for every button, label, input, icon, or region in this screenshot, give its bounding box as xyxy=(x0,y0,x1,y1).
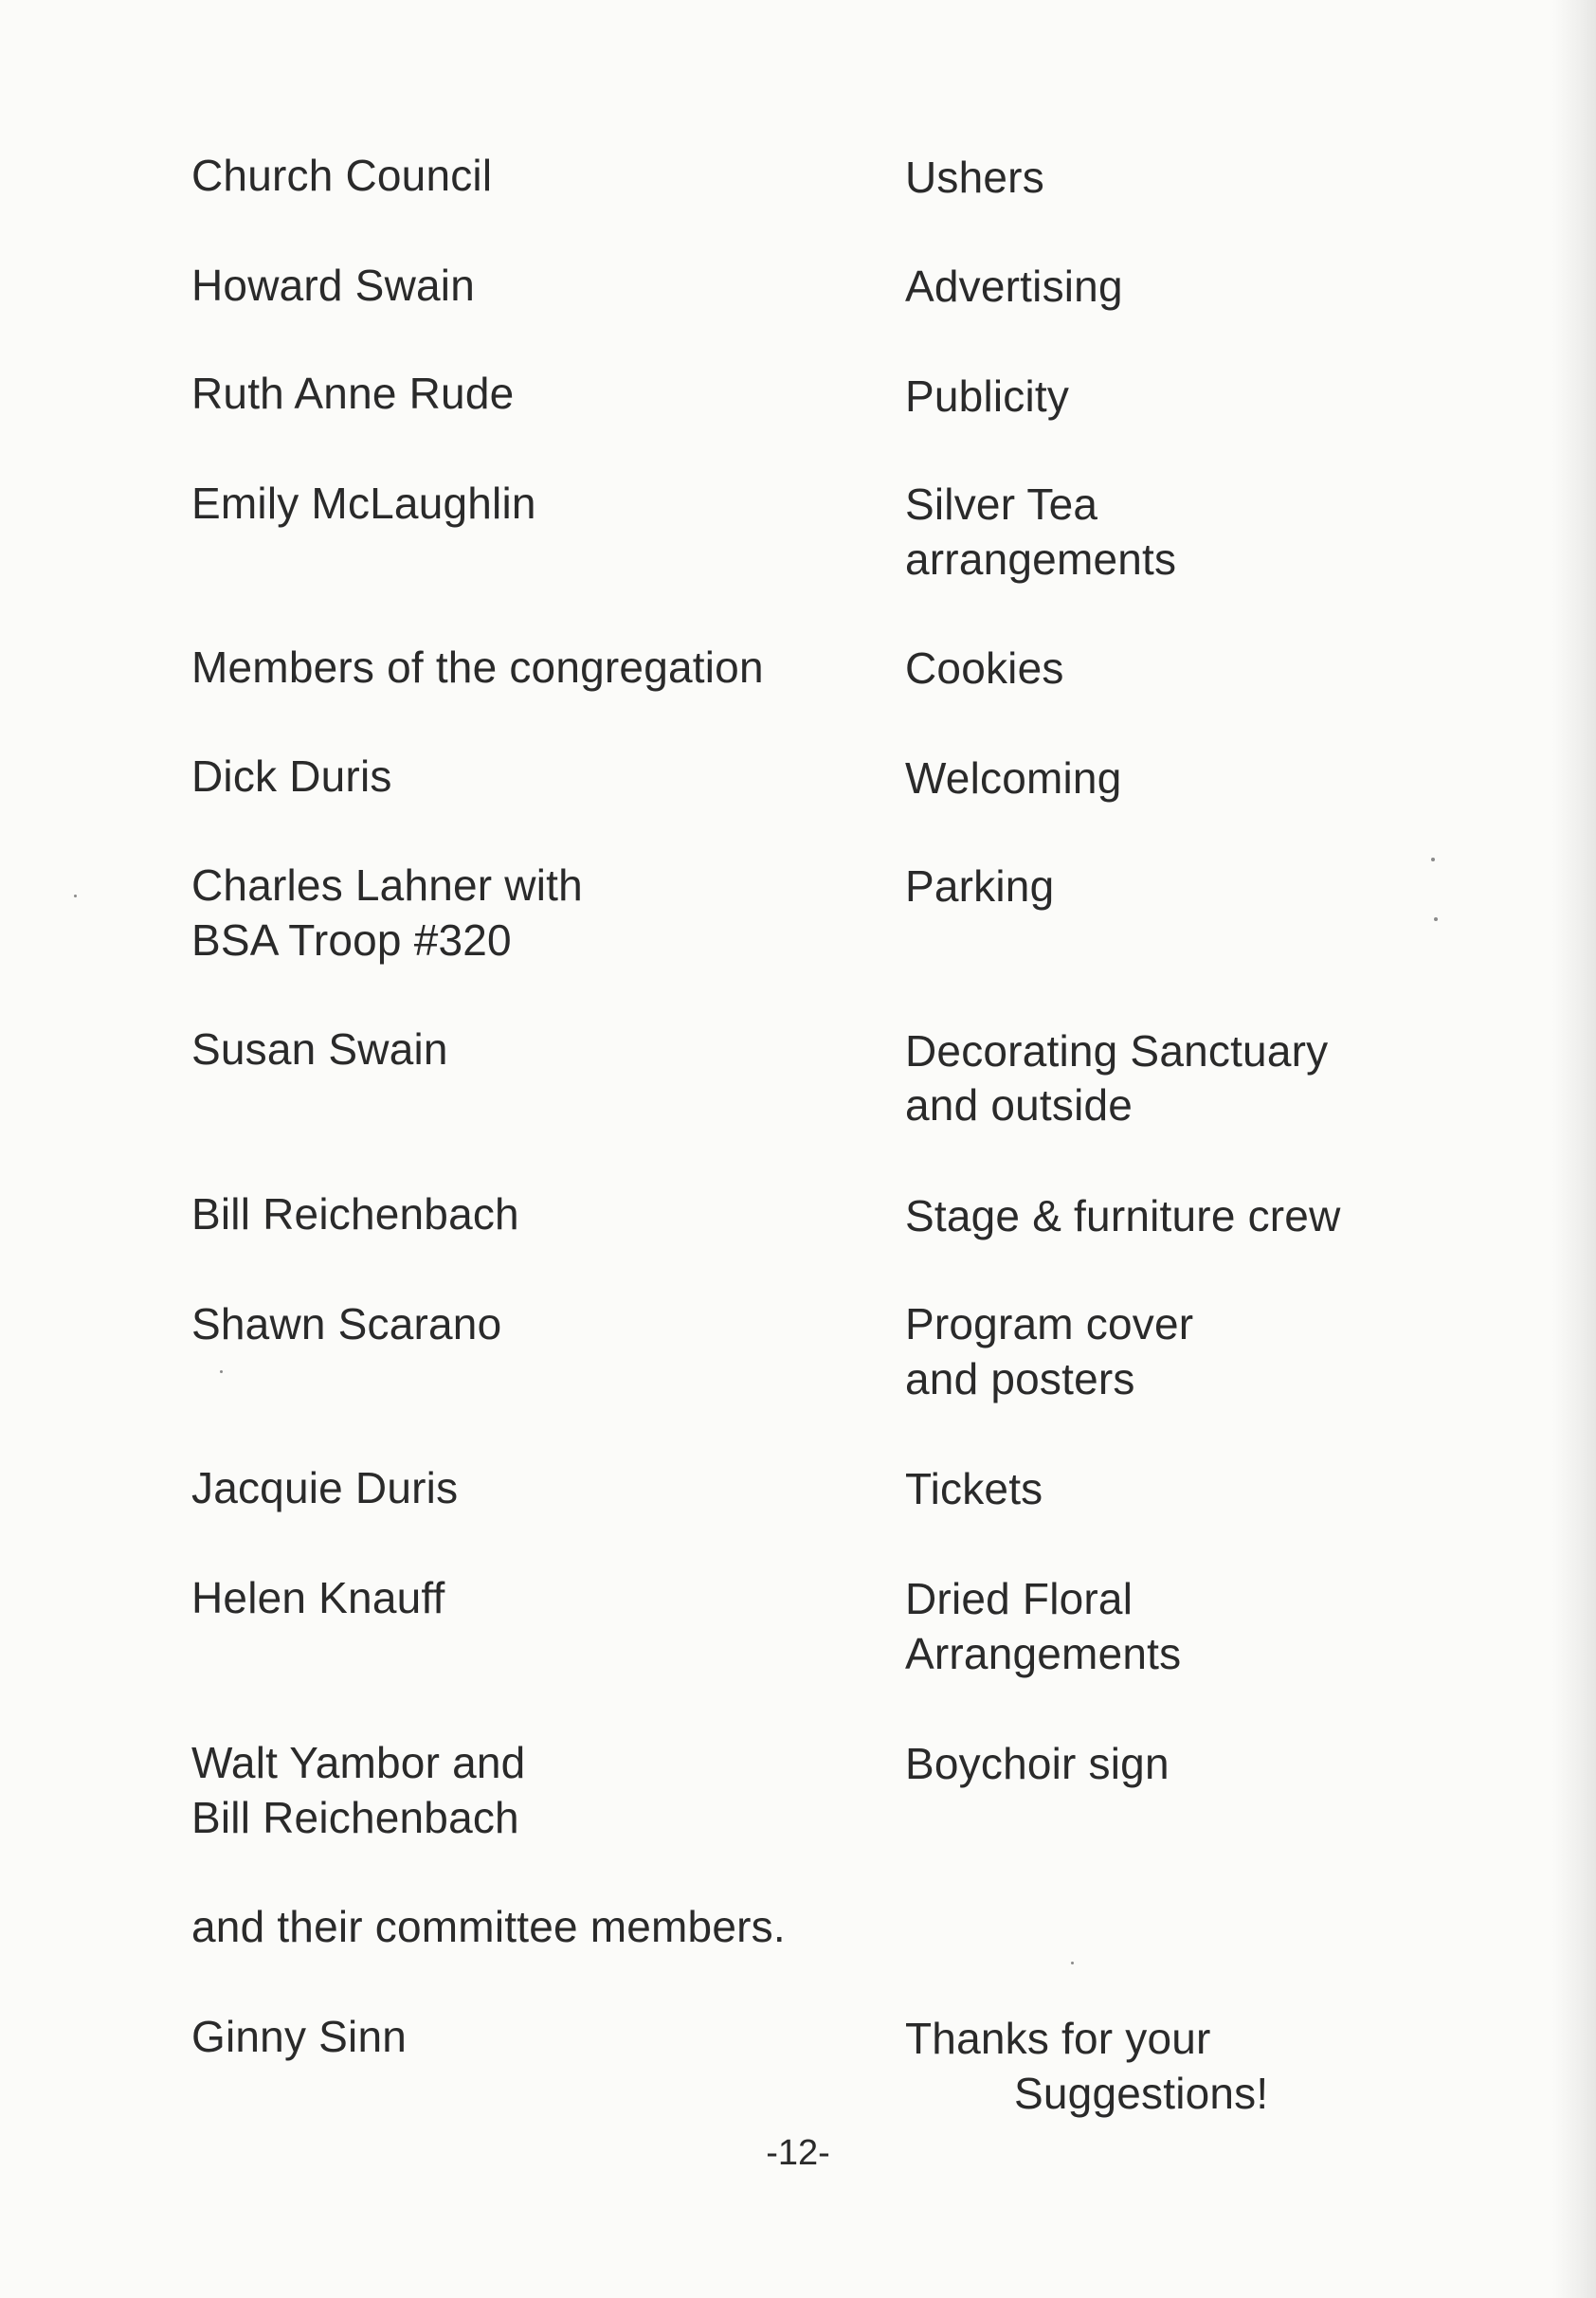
right-item: Arrangements xyxy=(905,1629,1182,1678)
left-item: Shawn Scarano xyxy=(191,1299,502,1348)
left-item: Dick Duris xyxy=(191,751,392,801)
scan-speck xyxy=(1431,858,1435,861)
right-item: Decorating Sanctuary xyxy=(905,1026,1329,1076)
right-item: Publicity xyxy=(905,371,1070,421)
right-item: Dried Floral xyxy=(905,1574,1134,1623)
right-item: Stage & furniture crew xyxy=(905,1191,1341,1240)
right-item: Boychoir sign xyxy=(905,1739,1170,1788)
right-item: Tickets xyxy=(905,1464,1043,1513)
right-item: Program cover xyxy=(905,1299,1194,1348)
scan-speck xyxy=(1071,1962,1074,1964)
scan-speck xyxy=(74,895,77,897)
right-item: and posters xyxy=(905,1354,1135,1403)
left-item: Jacquie Duris xyxy=(191,1463,459,1512)
left-item: Walt Yambor and xyxy=(191,1738,526,1787)
right-item: Parking xyxy=(905,861,1055,911)
scan-speck xyxy=(220,1370,223,1373)
left-item: BSA Troop #320 xyxy=(191,915,512,965)
left-item: Members of the congregation xyxy=(191,642,764,692)
left-item: Bill Reichenbach xyxy=(191,1189,519,1239)
right-item: Cookies xyxy=(905,643,1064,693)
left-item: Ruth Anne Rude xyxy=(191,369,515,418)
left-item: Church Council xyxy=(191,151,493,200)
left-item: Howard Swain xyxy=(191,261,475,310)
right-item: Ushers xyxy=(905,153,1044,202)
right-item: Advertising xyxy=(905,262,1123,311)
right-item: Welcoming xyxy=(905,753,1122,803)
left-item: Emily McLaughlin xyxy=(191,479,536,528)
page-number: -12- xyxy=(766,2133,830,2173)
left-item: Susan Swain xyxy=(191,1024,448,1074)
left-item: Helen Knauff xyxy=(191,1573,445,1622)
scan-speck xyxy=(1434,917,1438,921)
page-edge-shadow xyxy=(1552,0,1596,2298)
right-item: and outside xyxy=(905,1080,1134,1130)
left-item: and their committee members. xyxy=(191,1902,786,1951)
right-item: Suggestions! xyxy=(1014,2069,1269,2118)
left-item: Bill Reichenbach xyxy=(191,1793,519,1842)
right-item: Silver Tea xyxy=(905,480,1098,529)
left-item: Charles Lahner with xyxy=(191,860,583,910)
left-item: Ginny Sinn xyxy=(191,2012,408,2061)
right-item: arrangements xyxy=(905,534,1177,584)
right-item: Thanks for your xyxy=(905,2014,1211,2063)
